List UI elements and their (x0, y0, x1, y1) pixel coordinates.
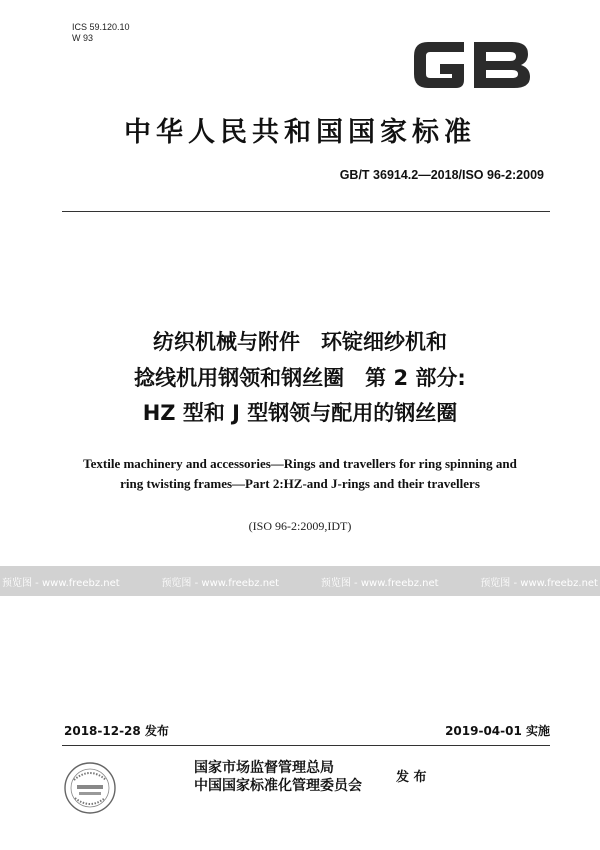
top-divider (62, 211, 550, 212)
title-en-line-2: ring twisting frames—Part 2:HZ-and J-rings and their travellers (120, 476, 480, 491)
gb-logo-icon (408, 36, 536, 94)
standard-number: GB/T 36914.2—2018/ISO 96-2:2009 (339, 168, 544, 182)
effective-date: 2019-04-01 实施 (445, 724, 550, 738)
classification-codes (72, 22, 130, 44)
title-cn-line-1: 纺织机械与附件 环锭细纱机和 (153, 330, 447, 354)
watermark-text: 预览图 - www.freebz.net (480, 577, 598, 589)
publish-label: 发 布 (396, 770, 427, 785)
ccs-code: W 93 (72, 33, 94, 43)
standard-title: 中华人民共和国国家标准 (124, 117, 476, 148)
title-cn-line-3: HZ 型和 J 型钢领与配用的钢丝圈 (142, 401, 458, 425)
title-en-line-1: Textile machinery and accessories—Rings and travellers for ring spinning and (83, 456, 517, 471)
ics-code: ICS 59.120.10 (72, 22, 130, 32)
publisher-line-2: 中国国家标准化管理委员会 (194, 778, 362, 794)
watermark-band (0, 566, 600, 596)
seal-stamp-icon (62, 760, 118, 816)
watermark-text: 预览图 - www.freebz.net (161, 577, 280, 589)
iso-reference: (ISO 96-2:2009,IDT) (248, 519, 352, 533)
watermark-text: 预览图 - www.freebz.net (320, 577, 439, 589)
issue-date: 2018-12-28 发布 (64, 724, 169, 738)
bottom-divider (62, 745, 550, 746)
publisher-line-1: 国家市场监督管理总局 (194, 760, 334, 776)
watermark-text: 预览图 - www.freebz.net (2, 577, 120, 589)
title-cn-line-2: 捻线机用钢领和钢丝圈 第 2 部分: (134, 366, 466, 390)
